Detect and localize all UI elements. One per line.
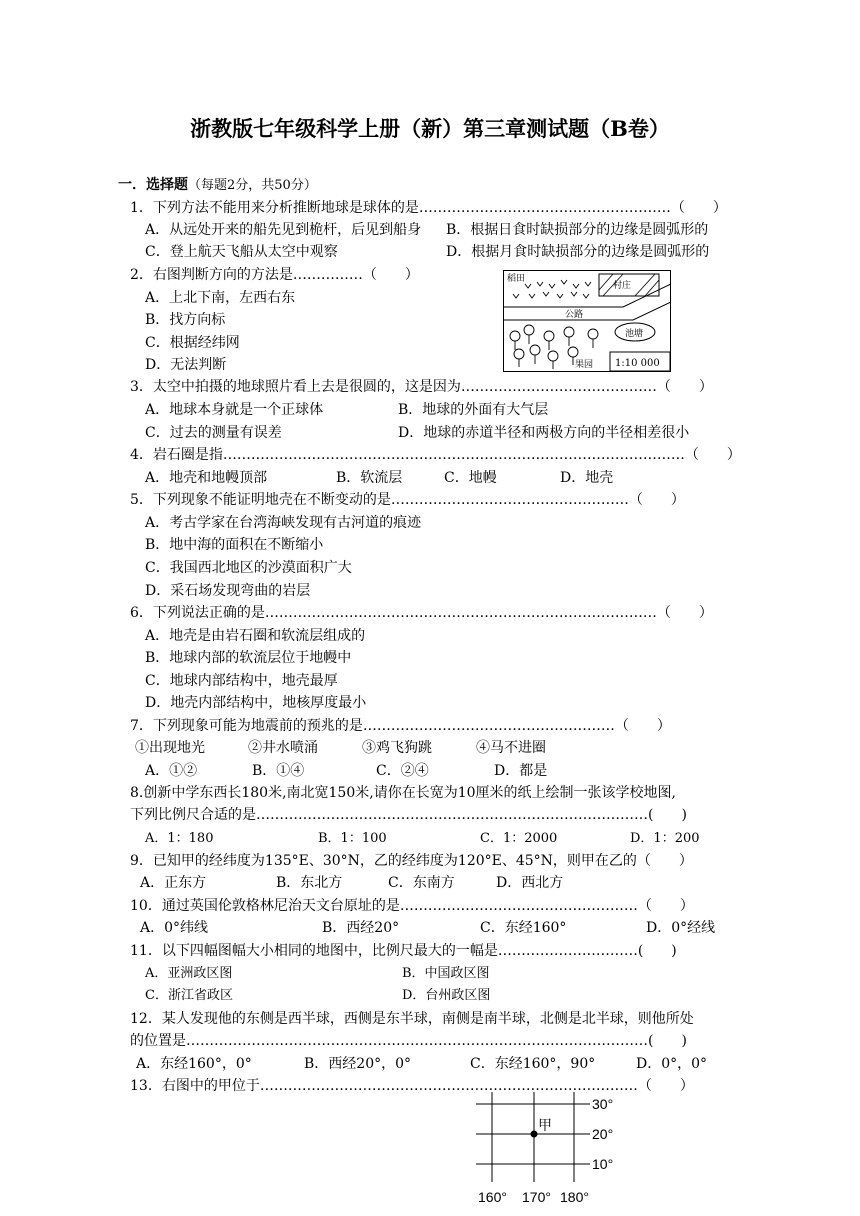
lon-label-170: 170° (522, 1189, 551, 1205)
point-jia-label: 甲 (538, 1118, 552, 1134)
q2-option-a: A．上北下南，左西右东 (145, 290, 296, 306)
q5-option-a: A．考古学家在台湾海峡发现有古河道的痕迹 (145, 515, 422, 531)
q10-option-a: A．0°纬线 (140, 920, 209, 936)
q6-option-d: D．地壳内部结构中，地核厚度最小 (145, 695, 367, 711)
orchard-label: 果园 (575, 360, 594, 370)
q2-stem: 2．右图判断方向的方法是……………（ ） (130, 267, 419, 283)
q11-option-c: C．浙江省政区 (145, 988, 233, 1003)
paddy-label: 稻田 (507, 274, 526, 284)
lat-label-10: 10° (592, 1156, 614, 1172)
pond-label: 池塘 (625, 329, 644, 339)
q5-option-c: C．我国西北地区的沙漠面积广大 (145, 560, 352, 576)
q9-option-b: B．东北方 (276, 875, 343, 891)
q8-stem: 8.创新中学东西长180米,南北宽150米,请你在长宽为10厘米的纸上绘制一张该学校地图, (130, 785, 676, 801)
q12-option-c: C．东经160°，90° (470, 1056, 596, 1072)
q10-option-b: B．西经20° (322, 920, 400, 936)
q2-option-c: C．根据经纬网 (145, 335, 240, 351)
q11-option-a: A．亚洲政区图 (145, 966, 233, 981)
q10-stem: 10．通过英国伦敦格林尼治天文台原址的是……………………………………………（ ） (130, 898, 694, 914)
q3-option-a: A．地球本身就是一个正球体 (145, 402, 324, 418)
q12-option-b: B．西经20°，0° (304, 1056, 412, 1072)
q4-option-b: B．软流层 (336, 470, 403, 486)
page-title: 浙教版七年级科学上册（新）第三章测试题（B卷） (190, 116, 670, 141)
road-label: 公路 (565, 310, 584, 320)
q3-option-c: C．过去的测量有误差 (145, 425, 282, 441)
lat-label-20: 20° (592, 1126, 614, 1142)
q6-option-c: C．地球内部结构中，地壳最厚 (145, 673, 338, 689)
q5-stem: 5．下列现象不能证明地壳在不断变动的是……………………………………………（ ） (130, 492, 685, 508)
q1-option-d: D．根据月食时缺损部分的边缘是圆弧形的 (446, 244, 710, 260)
q3-option-b: B．地球的外面有大气层 (398, 402, 549, 418)
point-jia-marker (531, 1131, 538, 1138)
road-lines (503, 284, 671, 320)
q7-item-2: ②井水喷涌 (248, 740, 318, 756)
q8-option-a: A．1：180 (145, 831, 214, 846)
q2-option-b: B．找方向标 (145, 312, 226, 328)
q12-stem-cont: 的位置是………………………………………………………………………………………( ) (130, 1033, 687, 1049)
q1-option-c: C．登上航天飞船从太空中观察 (145, 244, 338, 260)
q8-stem-cont: 下列比例尺合适的是…………………………………………………………………………( ) (130, 807, 687, 823)
lon-label-180: 180° (560, 1189, 589, 1205)
q7-item-1: ①出现地光 (135, 740, 205, 756)
q3-stem: 3．太空中拍摄的地球照片看上去是很圆的，这是因为……………………………………（ ） (130, 379, 713, 395)
q1-stem: 1．下列方法不能用来分析推断地球是球体的是………………………………………………（ ） (130, 200, 727, 216)
section-label: 一．选择题 (118, 177, 188, 193)
q8-option-c: C．1：2000 (480, 831, 558, 846)
q10-option-d: D．0°经线 (646, 920, 716, 936)
q12-stem: 12．某人发现他的东侧是西半球，西侧是东半球，南侧是南半球，北侧是北半球，则他所处 (130, 1011, 694, 1027)
q6-stem: 6．下列说法正确的是…………………………………………………………………………（ ） (130, 605, 713, 621)
q9-option-a: A．正东方 (140, 875, 207, 891)
q9-option-c: C．东南方 (388, 875, 455, 891)
q8-option-b: B．1：100 (318, 831, 387, 846)
q4-option-a: A．地壳和地幔顶部 (145, 470, 268, 486)
village-label: 村庄 (613, 281, 632, 291)
q5-option-b: B．地中海的面积在不断缩小 (145, 537, 324, 553)
scale-label: 1:10 000 (615, 358, 660, 369)
q7-option-c: C．②④ (376, 763, 429, 779)
q13-stem: 13．右图中的甲位于………………………………………………………………………（ ） (130, 1078, 694, 1094)
q4-option-d: D．地壳 (560, 470, 614, 486)
latlon-grid-figure (470, 1090, 630, 1212)
map-drawing (503, 270, 671, 372)
q12-option-a: A．东经160°，0° (136, 1056, 252, 1072)
q1-option-a: A．从远处开来的船先见到桅杆，后见到船身 (145, 222, 422, 238)
q7-item-4: ④马不进圈 (476, 740, 546, 756)
q1-option-b: B．根据日食时缺损部分的边缘是圆弧形的 (446, 222, 709, 238)
q12-option-d: D．0°，0° (636, 1056, 708, 1072)
q11-stem: 11．以下四幅图幅大小相同的地图中，比例尺最大的一幅是…………………………( ) (130, 943, 677, 959)
q4-option-c: C．地幔 (444, 470, 497, 486)
q6-option-b: B．地球内部的软流层位于地幔中 (145, 650, 352, 666)
q7-option-d: D．都是 (494, 763, 548, 779)
q6-option-a: A．地壳是由岩石圈和软流层组成的 (145, 628, 366, 644)
lat-label-30: 30° (592, 1096, 614, 1112)
q5-option-d: D．采石场发现弯曲的岩层 (145, 583, 311, 599)
q7-option-a: A．①② (145, 763, 198, 779)
q7-item-3: ③鸡飞狗跳 (362, 740, 432, 756)
q3-option-d: D．地球的赤道半径和两极方向的半径相差很小 (398, 425, 690, 441)
q11-option-d: D．台州政区图 (402, 988, 491, 1003)
q7-option-b: B．①④ (252, 763, 305, 779)
q2-option-d: D．无法判断 (145, 357, 227, 373)
section-note: （每题2分，共50分） (188, 178, 317, 193)
q4-stem: 4．岩石圈是指………………………………………………………………………………………（ ） (130, 447, 741, 463)
q7-stem: 7．下列现象可能为地震前的预兆的是………………………………………………（ ） (130, 718, 671, 734)
q9-option-d: D．西北方 (496, 875, 564, 891)
section-heading (118, 176, 317, 195)
q9-stem: 9．已知甲的经纬度为135°E、30°N，乙的经纬度为120°E、45°N，则甲在乙的（ ） (130, 853, 693, 869)
q8-option-d: D．1：200 (630, 831, 700, 846)
lon-label-160: 160° (478, 1189, 507, 1205)
q11-option-b: B．中国政区图 (402, 966, 490, 981)
q10-option-c: C．东经160° (480, 920, 567, 936)
